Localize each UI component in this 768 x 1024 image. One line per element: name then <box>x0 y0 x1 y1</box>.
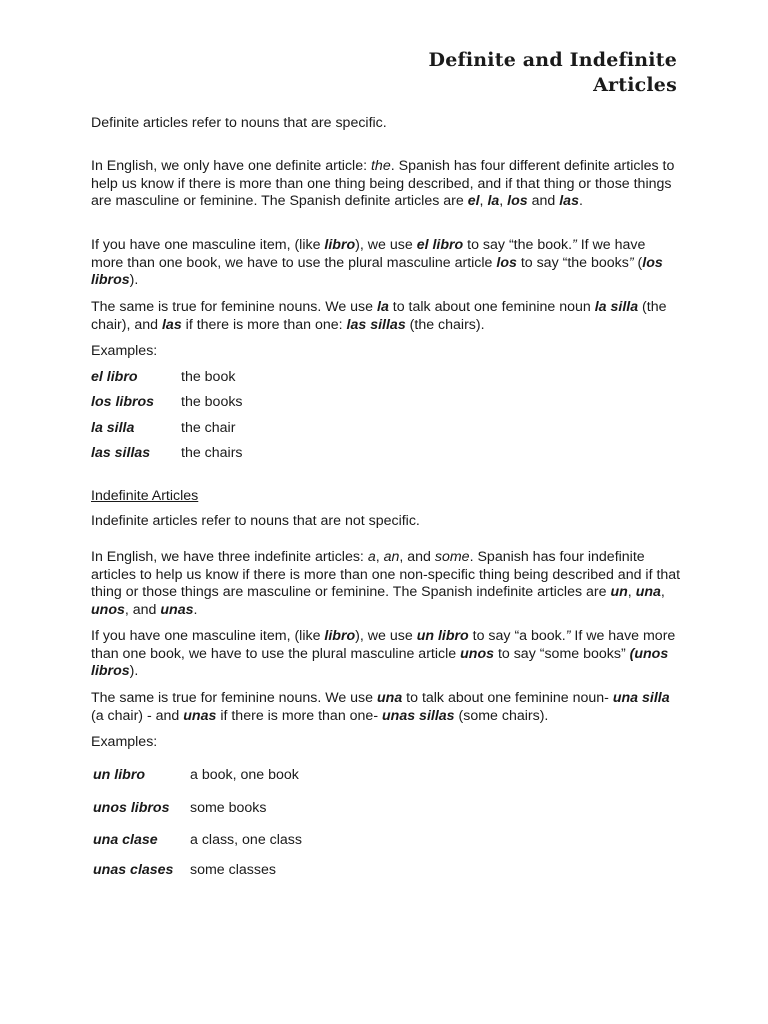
definite-example-row: la silla the chair <box>91 420 236 436</box>
indefinite-heading: Indefinite Articles <box>91 488 199 504</box>
indefinite-paragraph-1: In English, we have three indefinite articles: a, an, and some. Spanish has four indefinite articles to help us know if there is more than one non-specific thing being described and if that thing or those things are masculine or feminine. The Spanish indefinite articles are un, una, unos, and unas. <box>91 549 681 618</box>
definite-paragraph-2: If you have one masculine item, (like libro), we use el libro to say “the book.” If we have more than one book, we have to use the plural masculine article los to say “the books” (los libros). <box>91 237 663 289</box>
indefinite-example-row: unas clases some classes <box>93 862 276 878</box>
indefinite-paragraph-2: If you have one masculine item, (like libro), we use un libro to say “a book.” If we have more than one book, we have to use the plural masculine article unos to say “some books” (unos libros). <box>91 628 676 680</box>
title-line-2: Articles <box>593 74 677 96</box>
definite-paragraph-1: In English, we only have one definite article: the. Spanish has four different definite articles to help us know if there is more than one thing being described, and if that thing or those things are masculine or feminine. The Spanish definite articles are el, la, los and las. <box>91 158 675 210</box>
indefinite-intro: Indefinite articles refer to nouns that are not specific. <box>91 513 420 529</box>
definite-example-row: el libro the book <box>91 369 236 385</box>
document-title <box>429 48 677 98</box>
indefinite-example-row: una clase a class, one class <box>93 832 302 848</box>
definite-paragraph-3: The same is true for feminine nouns. We use la to talk about one feminine noun la silla (the chair), and las if there is more than one: las sillas (the chairs). <box>91 299 667 333</box>
title-line-1: Definite and Indefinite <box>428 49 677 71</box>
definite-examples-label: Examples: <box>91 343 158 359</box>
definite-example-row: los libros the books <box>91 394 243 410</box>
definite-intro: Definite articles refer to nouns that are specific. <box>91 115 387 131</box>
indefinite-paragraph-3: The same is true for feminine nouns. We use una to talk about one feminine noun- una silla (a chair) - and unas if there is more than one- unas sillas (some chairs). <box>91 690 670 724</box>
indefinite-example-row: unos libros some books <box>93 800 267 816</box>
indefinite-example-row: un libro a book, one book <box>93 767 299 783</box>
definite-example-row: las sillas the chairs <box>91 445 243 461</box>
indefinite-examples-label: Examples: <box>91 734 158 750</box>
